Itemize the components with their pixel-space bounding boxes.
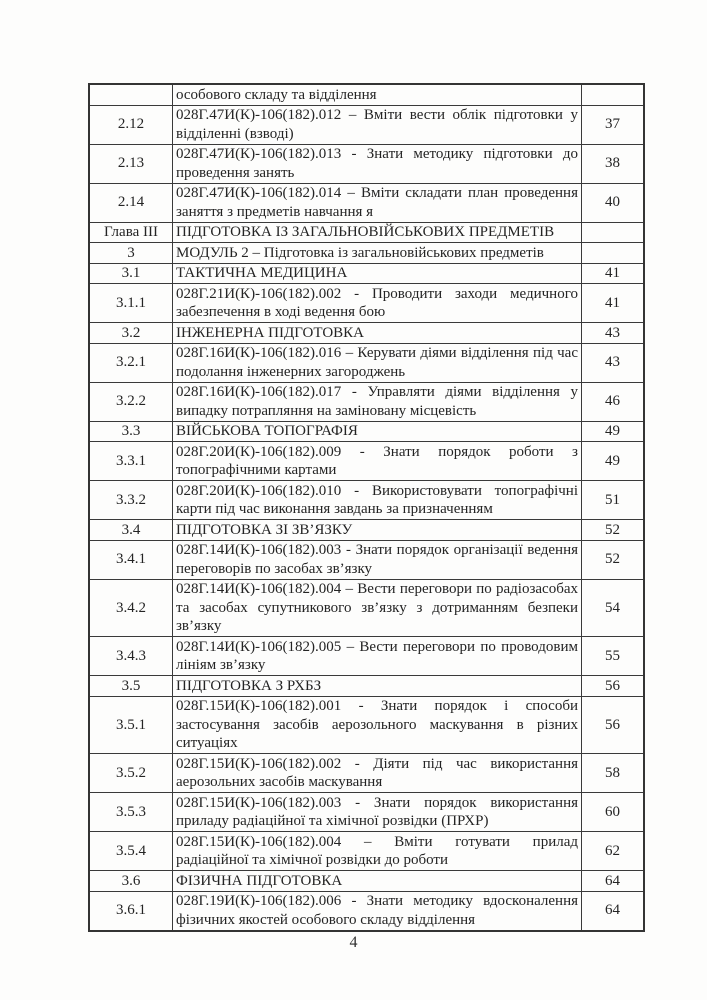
row-index-cell: Глава III [89,222,173,243]
row-page-cell [582,243,645,264]
row-page-cell: 41 [582,263,645,284]
row-index-cell: 3.1 [89,263,173,284]
table-row [89,754,644,793]
row-description-cell: 028Г.21И(К)-106(182).002 - Проводити заходи медичного забезпечення в ході ведення бою [173,284,582,323]
row-index-cell: 3.5 [89,676,173,697]
row-description-cell: ПІДГОТОВКА ЗІ ЗВ’ЯЗКУ [173,520,582,541]
row-description-cell: ПІДГОТОВКА ІЗ ЗАГАЛЬНОВІЙСЬКОВИХ ПРЕДМЕТІВ [173,222,582,243]
table-row [89,105,644,144]
table-row [89,222,644,243]
row-index-cell: 3.4.3 [89,637,173,676]
row-description-cell: 028Г.47И(К)-106(182).014 – Вміти складати план проведення заняття з предметів навчання я [173,183,582,222]
row-page-cell: 37 [582,105,645,144]
table-row [89,84,644,105]
row-index-cell: 3.3.2 [89,481,173,520]
row-page-cell: 55 [582,637,645,676]
row-description-cell: 028Г.20И(К)-106(182).009 - Знати порядок роботи з топографічними картами [173,442,582,481]
row-index-cell: 3.5.1 [89,696,173,754]
table-row [89,871,644,892]
row-description-cell: 028Г.15И(К)-106(182).002 - Діяти під час використання аерозольних засобів маскування [173,754,582,793]
row-page-cell: 56 [582,676,645,697]
table-row [89,144,644,183]
row-page-cell: 49 [582,442,645,481]
row-description-cell: 028Г.15И(К)-106(182).003 - Знати порядок використання приладу радіаційної та хімічної розвідки (ПРХР) [173,793,582,832]
row-description-cell: 028Г.14И(К)-106(182).005 – Вести переговори по проводовим лініям зв’язку [173,637,582,676]
table-row [89,891,644,931]
table-row [89,696,644,754]
row-page-cell: 52 [582,540,645,579]
row-page-cell: 46 [582,382,645,421]
row-page-cell: 38 [582,144,645,183]
row-index-cell: 3.3.1 [89,442,173,481]
row-index-cell: 3.1.1 [89,284,173,323]
toc-table-body [89,84,644,931]
row-index-cell: 3.3 [89,421,173,442]
row-description-cell: 028Г.16И(К)-106(182).017 - Управляти діями відділення у випадку потрапляння на заміновану місцевість [173,382,582,421]
table-row [89,676,644,697]
row-index-cell: 3.5.3 [89,793,173,832]
row-index-cell [89,84,173,105]
row-index-cell: 3.2.1 [89,343,173,382]
table-row [89,183,644,222]
row-page-cell: 60 [582,793,645,832]
row-description-cell: ФІЗИЧНА ПІДГОТОВКА [173,871,582,892]
row-description-cell: 028Г.47И(К)-106(182).012 – Вміти вести облік підготовки у відділенні (взводі) [173,105,582,144]
row-page-cell: 62 [582,832,645,871]
table-row [89,442,644,481]
row-description-cell: ІНЖЕНЕРНА ПІДГОТОВКА [173,323,582,344]
row-page-cell [582,222,645,243]
row-description-cell: 028Г.14И(К)-106(182).003 - Знати порядок організації ведення переговорів по засобах зв’язку [173,540,582,579]
row-description-cell: ТАКТИЧНА МЕДИЦИНА [173,263,582,284]
table-row [89,323,644,344]
row-page-cell: 56 [582,696,645,754]
table-row [89,637,644,676]
row-index-cell: 3.2 [89,323,173,344]
table-row [89,832,644,871]
table-row [89,284,644,323]
table-row [89,540,644,579]
row-index-cell: 2.13 [89,144,173,183]
row-page-cell: 43 [582,323,645,344]
row-index-cell: 3.5.4 [89,832,173,871]
row-index-cell: 2.14 [89,183,173,222]
page-number: 4 [349,934,358,951]
table-row [89,421,644,442]
table-row [89,382,644,421]
row-index-cell: 3.4 [89,520,173,541]
row-page-cell: 43 [582,343,645,382]
row-description-cell: ПІДГОТОВКА З РХБЗ [173,676,582,697]
row-index-cell: 2.12 [89,105,173,144]
table-row [89,243,644,264]
row-page-cell: 64 [582,871,645,892]
row-index-cell: 3.5.2 [89,754,173,793]
row-description-cell: 028Г.47И(К)-106(182).013 - Знати методику підготовки до проведення занять [173,144,582,183]
table-row [89,343,644,382]
toc-table [88,83,645,932]
row-page-cell: 40 [582,183,645,222]
row-description-cell: 028Г.19И(К)-106(182).006 - Знати методику вдосконалення фізичних якостей особового складу відділення [173,891,582,931]
row-page-cell: 49 [582,421,645,442]
row-page-cell: 54 [582,579,645,637]
row-description-cell: 028Г.15И(К)-106(182).004 – Вміти готувати прилад радіаційної та хімічної розвідки до роботи [173,832,582,871]
row-page-cell: 64 [582,891,645,931]
row-index-cell: 3.4.1 [89,540,173,579]
row-description-cell: 028Г.14И(К)-106(182).004 – Вести переговори по радіозасобах та засобах супутникового зв’язку з дотриманням безпеки зв’язку [173,579,582,637]
row-description-cell: 028Г.15И(К)-106(182).001 - Знати порядок і способи застосування засобів аерозольного маскування в різних ситуаціях [173,696,582,754]
table-row [89,579,644,637]
row-index-cell: 3 [89,243,173,264]
row-description-cell: МОДУЛЬ 2 – Підготовка із загальновійськових предметів [173,243,582,264]
row-index-cell: 3.4.2 [89,579,173,637]
row-description-cell: 028Г.16И(К)-106(182).016 – Керувати діями відділення під час подолання інженерних загороджень [173,343,582,382]
row-description-cell: ВІЙСЬКОВА ТОПОГРАФІЯ [173,421,582,442]
row-index-cell: 3.6.1 [89,891,173,931]
row-description-cell: 028Г.20И(К)-106(182).010 - Використовувати топографічні карти під час виконання завдань за призначенням [173,481,582,520]
row-page-cell: 58 [582,754,645,793]
row-page-cell: 41 [582,284,645,323]
table-row [89,793,644,832]
row-description-cell: особового складу та відділення [173,84,582,105]
table-row [89,263,644,284]
table-row [89,481,644,520]
row-page-cell: 51 [582,481,645,520]
row-index-cell: 3.2.2 [89,382,173,421]
table-row [89,520,644,541]
row-page-cell [582,84,645,105]
row-index-cell: 3.6 [89,871,173,892]
row-page-cell: 52 [582,520,645,541]
